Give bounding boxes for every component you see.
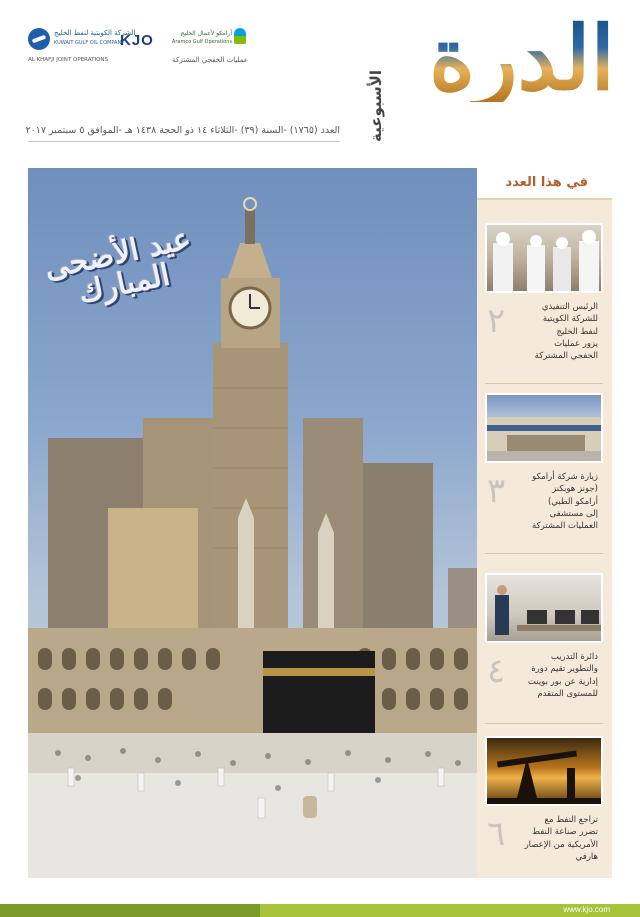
kgoc-name-ar: الشركة الكويتية لنفط الخليج bbox=[54, 29, 136, 37]
issue-item-page-number: ٣ bbox=[487, 471, 506, 511]
sidebar-divider bbox=[477, 198, 612, 200]
issue-item-separator bbox=[485, 723, 603, 724]
meeting-photo bbox=[487, 225, 603, 293]
issue-item-line: للشركة الكويتية bbox=[542, 314, 598, 325]
partner-logos bbox=[28, 28, 248, 68]
masthead-subtitle-text: الأسبوعية bbox=[367, 69, 385, 142]
hospital-photo bbox=[487, 395, 603, 463]
issue-item-line: والتطوير تقيم دورة bbox=[531, 664, 598, 675]
issue-item-line: إلى مستشفى bbox=[549, 508, 598, 519]
footer-bar-accent bbox=[0, 904, 260, 917]
eid-greeting-calligraphy: عيد الأضحى المبارك bbox=[41, 220, 194, 311]
issue-item-page-number: ٢ bbox=[487, 301, 506, 341]
issue-item-thumbnail bbox=[485, 393, 603, 463]
footer-website-link[interactable]: www.kjo.com bbox=[563, 905, 610, 914]
cover-photo bbox=[28, 168, 477, 878]
in-this-issue-sidebar bbox=[477, 168, 612, 878]
issue-item-page-number: ٤ bbox=[487, 651, 506, 691]
masthead-subtitle bbox=[367, 30, 385, 150]
aramco-emblem-icon bbox=[234, 28, 246, 44]
issue-item-thumbnail bbox=[485, 736, 603, 806]
issue-item-text bbox=[522, 651, 598, 700]
issue-item-line: هارفي bbox=[575, 851, 598, 862]
issue-item-thumbnail bbox=[485, 573, 603, 643]
issue-item-line: أرامكو الطبي) bbox=[547, 496, 598, 507]
header-divider bbox=[28, 141, 340, 142]
caption-en: AL KHAFJI JOINT OPERATIONS bbox=[28, 57, 109, 63]
issue-info: العدد (١٧٦٥) -السنة (٣٩) -الثلاثاء ١٤ ذو الحجة ١٤٣٨ هـ -الموافق ٥ سبتمبر ٢٠١٧ bbox=[25, 125, 340, 136]
kgoc-logo bbox=[28, 28, 136, 54]
issue-item-line: تضرر صناعة النفط bbox=[532, 827, 598, 838]
issue-item-line: تراجع النفط مع bbox=[544, 815, 598, 825]
issue-item-separator bbox=[485, 383, 603, 384]
aramco-logo bbox=[166, 28, 246, 54]
issue-item-line: لنفط الخليج bbox=[556, 326, 598, 337]
issue-item-line: دائرة التدريب bbox=[550, 652, 598, 662]
issue-item-line: زيارة شركة أرامكو bbox=[532, 472, 598, 482]
sidebar-title: في هذا العدد bbox=[505, 175, 588, 190]
masthead-title: الدرة bbox=[428, 6, 615, 110]
aramco-name-en: Aramco Gulf Operations bbox=[171, 39, 232, 45]
issue-item-separator bbox=[485, 553, 603, 554]
issue-item-line: العمليات المشتركة bbox=[532, 521, 598, 532]
masthead bbox=[367, 6, 615, 150]
oil-pump-photo bbox=[487, 738, 603, 806]
issue-item-thumbnail bbox=[485, 223, 603, 293]
issue-item-line: يزور عمليات bbox=[554, 338, 598, 349]
issue-item-line: الأمريكية من الإعصار bbox=[524, 839, 598, 850]
issue-item-text bbox=[522, 471, 598, 533]
caption-ar: عمليات الخفجي المشتركة bbox=[172, 56, 248, 64]
kjo-logo: KJO bbox=[120, 32, 154, 49]
issue-item-line: (جونز هوبكنز bbox=[552, 484, 598, 495]
kgoc-name-en: KUWAIT GULF OIL COMPANY bbox=[54, 40, 125, 46]
issue-item-line: إدارية عن بور بوينت bbox=[527, 676, 598, 687]
kgoc-emblem-icon bbox=[28, 28, 50, 50]
aramco-name-ar: أرامكو لأعمال الخليج bbox=[180, 30, 232, 37]
issue-item-text bbox=[522, 301, 598, 363]
issue-item-line: الرئيس التنفيذي bbox=[541, 302, 598, 312]
issue-item-page-number: ٦ bbox=[487, 814, 506, 854]
sidebar-header bbox=[477, 168, 612, 198]
training-photo bbox=[487, 575, 603, 643]
issue-item-line: الخفجي المشتركة bbox=[534, 351, 598, 362]
issue-item-text bbox=[522, 814, 598, 863]
issue-item-line: للمستوى المتقدم bbox=[537, 688, 598, 699]
